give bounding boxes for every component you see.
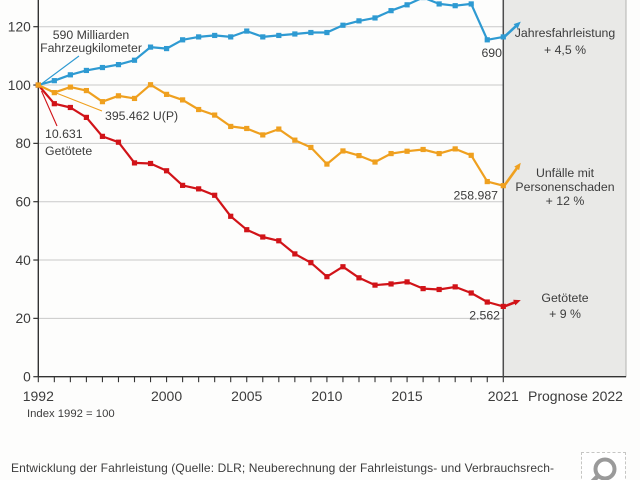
legend-fahrleistung: + 4,5 % (543, 43, 587, 57)
zoom-button[interactable] (581, 452, 626, 480)
y-axis-label: 80 (15, 136, 31, 152)
x-axis-label: 2000 (150, 388, 183, 404)
legend-fahrleistung: Jahresfahrleistung (514, 26, 616, 40)
x-axis-label: 1992 (22, 388, 54, 404)
x-axis-label: 2010 (311, 388, 343, 404)
annotation-fahrleistung: Fahrzeugkilometer (40, 41, 142, 55)
end-label-getoetete: 2.562 (469, 308, 500, 323)
legend-getoetete: Getötete (541, 291, 589, 305)
x-axis-label: 2021 (487, 388, 519, 404)
legend-unfaelle: + 12 % (545, 194, 585, 208)
y-axis-label: 40 (15, 252, 31, 268)
x-axis-label: 2005 (231, 388, 263, 404)
series-line-unfaelle (38, 85, 503, 186)
end-label-unfaelle: 258.987 (453, 188, 498, 203)
annotation-getoetete: Getötete (45, 144, 93, 158)
legend-unfaelle: Unfälle mit (535, 166, 595, 180)
end-label-fahrleistung: 690 (481, 46, 502, 60)
y-axis-label: 100 (7, 77, 31, 93)
y-axis-label: 60 (15, 194, 31, 210)
legend-getoetete: + 9 % (549, 307, 581, 321)
series-markers-unfaelle (36, 82, 506, 188)
prognose-2022-label: Prognose 2022 (528, 388, 623, 404)
legend-unfaelle: Personenschaden (515, 180, 615, 194)
y-axis-label: 20 (15, 311, 31, 327)
x-axis-label: 2015 (391, 388, 423, 404)
y-axis-label: 0 (23, 369, 31, 385)
annotation-fahrleistung: 590 Milliarden (52, 28, 130, 42)
chart-caption: Entwicklung der Fahrleistung (Quelle: DLR; Neuberechnung der Fahrleistungs- und Verbrauchsrech- (11, 461, 555, 475)
annotation-getoetete: 10.631 (45, 127, 83, 141)
index-note: Index 1992 = 100 (27, 408, 115, 420)
annotation-unfaelle: 395.462 U(P) (105, 109, 179, 123)
magnifier-icon (582, 453, 625, 480)
y-axis-label: 120 (7, 19, 31, 35)
